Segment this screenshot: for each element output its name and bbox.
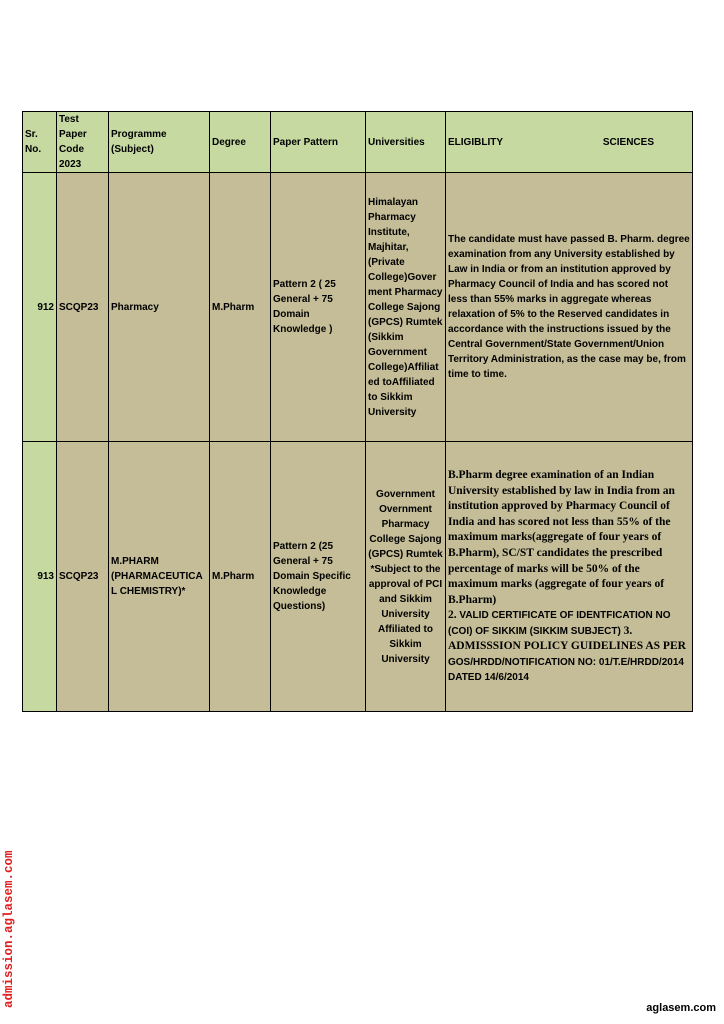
row-sr-no: 913 — [23, 442, 57, 712]
eligibility-table — [22, 111, 693, 712]
watermark-text: admission.aglasem.com — [2, 850, 16, 1008]
row-paper-pattern: Pattern 2 ( 25 General + 75 Domain Knowledge ) — [271, 173, 366, 442]
header-programme: Programme (Subject) — [109, 112, 210, 173]
eligibility-notification-text: GOS/HRDD/NOTIFICATION NO: 01/T.E/HRDD/2014 DATED 14/6/2014 — [448, 656, 684, 683]
table-header-row — [23, 112, 693, 173]
header-test-paper-code: Test Paper Code 2023 — [57, 112, 109, 173]
row-universities: Himalayan Pharmacy Institute, Majhitar, (Private College)Goverment Pharmacy College Sajong (GPCS) Rumtek (Sikkim Government College)Affiliated toAffiliated to Sikkim University — [366, 173, 446, 442]
row-degree: M.Pharm — [210, 442, 271, 712]
header-eligibility — [446, 112, 693, 173]
header-universities: Universities — [366, 112, 446, 173]
row-paper-pattern: Pattern 2 (25 General + 75 Domain Specific Knowledge Questions) — [271, 442, 366, 712]
eligibility-item-number: 2. — [448, 609, 457, 622]
eligibility-criteria-text: B.Pharm degree examination of an Indian University established by law in India from an institution approved by Pharmacy Council of India and has scored not less than 55% of the maximum marks(aggregate of four years of B.Pharm), SC/ST candidates the prescribed percentage of marks will be 50% of the maximum marks (aggregate of four years of B.Pharm) — [448, 469, 675, 606]
table-row — [23, 173, 693, 442]
eligibility-policy-text: ADMISSSION POLICY GUIDELINES AS PER — [448, 640, 686, 653]
header-paper-pattern: Paper Pattern — [271, 112, 366, 173]
row-sr-no: 912 — [23, 173, 57, 442]
header-degree: Degree — [210, 112, 271, 173]
header-sciences-label: SCIENCES — [602, 136, 654, 148]
header-eligibility-label: ELIGIBLITY — [448, 136, 503, 148]
eligibility-item-number: 3. — [623, 624, 633, 637]
row-test-paper-code: SCQP23 — [57, 442, 109, 712]
row-universities: Government Overnment Pharmacy College Sajong (GPCS) Rumtek *Subject to the approval of PCI and Sikkim University Affiliated to Sikkim University — [366, 442, 446, 712]
row-eligibility: The candidate must have passed B. Pharm. degree examination from any University established by Law in India or from an institution approved by Pharmacy Council of India and has scored not less than 55% marks in aggregate whereas relaxation of 5% to the Reserved candidates in accordance with the instructions issued by the Central Government/State Government/Union Territory Administration, as the case may be, from time to time. — [446, 173, 693, 442]
row-programme: Pharmacy — [109, 173, 210, 442]
row-programme: M.PHARM (PHARMACEUTICAL CHEMISTRY)* — [109, 442, 210, 712]
table-row — [23, 442, 693, 712]
row-eligibility — [446, 442, 693, 712]
eligibility-coi-text: VALID CERTIFICATE OF IDENTFICATION NO (COI) OF SIKKIM (SIKKIM SUBJECT) — [448, 610, 671, 637]
row-degree: M.Pharm — [210, 173, 271, 442]
row-test-paper-code: SCQP23 — [57, 173, 109, 442]
brand-footer: aglasem.com — [646, 1002, 716, 1014]
header-sr-no: Sr. No. — [23, 112, 57, 173]
